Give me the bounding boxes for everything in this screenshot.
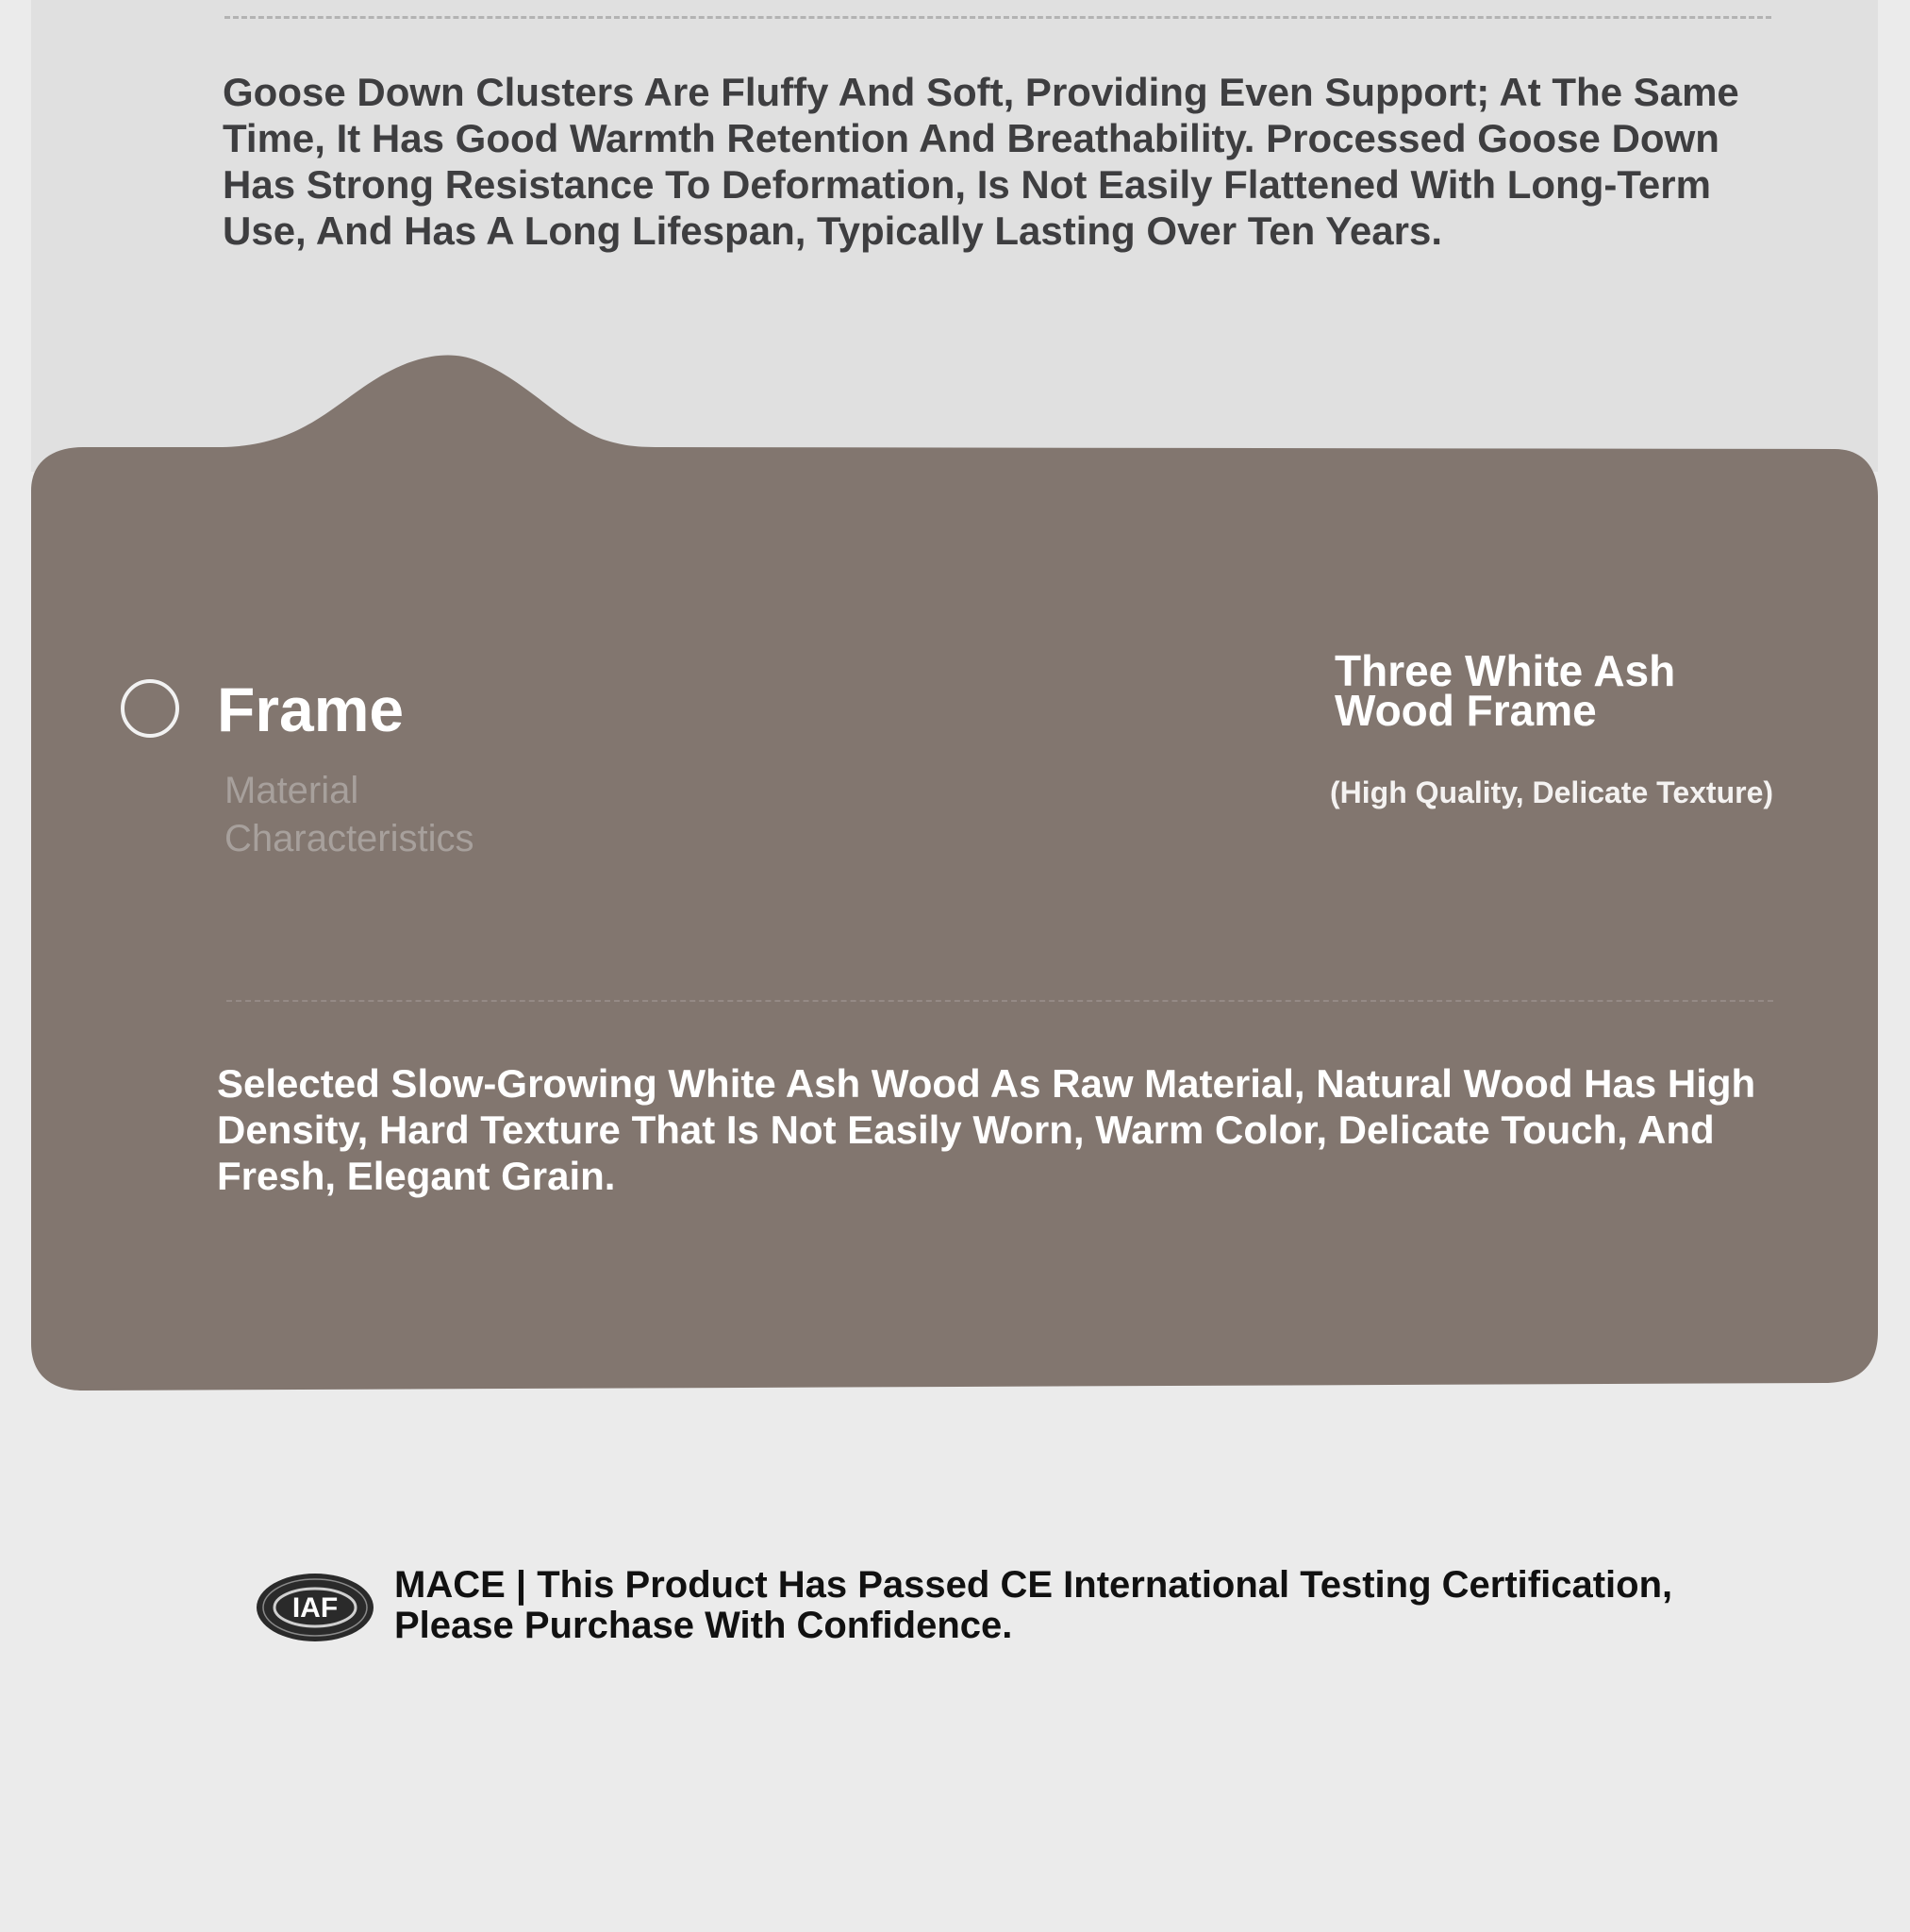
frame-description: Selected Slow-Growing White Ash Wood As Raw Material, Natural Wood Has High Density, Hard Texture That Is Not Easily Worn, Warm Color, Delicate Touch, And Fresh, Elegant Grain. [217, 1061, 1756, 1198]
iaf-logo-text: IAF [291, 1592, 339, 1624]
goose-down-description: Goose Down Clusters Are Fluffy And Soft, Providing Even Support; At The Same Time, It Has Good Warmth Retention And Breathability. Processed Goose Down Has Strong Resistance To Deformation, Is Not Easily Flattened With Long-Term Use, And Has A Long Lifespan, Typically Lasting Over Ten Years. [223, 70, 1739, 253]
frame-card-shape [31, 355, 1878, 1391]
material-note: (High Quality, Delicate Texture) [1330, 775, 1774, 809]
certification-text: MACE | This Product Has Passed CE International Testing Certification, Please Purchase With Confidence. [394, 1564, 1673, 1646]
material-characteristics-label: Material Characteristics [224, 770, 474, 859]
frame-title: Frame [217, 675, 405, 744]
divider-mid [226, 1000, 1773, 1002]
frame-radio-icon [121, 679, 179, 738]
iaf-logo-icon [255, 1572, 375, 1643]
material-name: Three White Ash Wood Frame [1335, 646, 1676, 735]
